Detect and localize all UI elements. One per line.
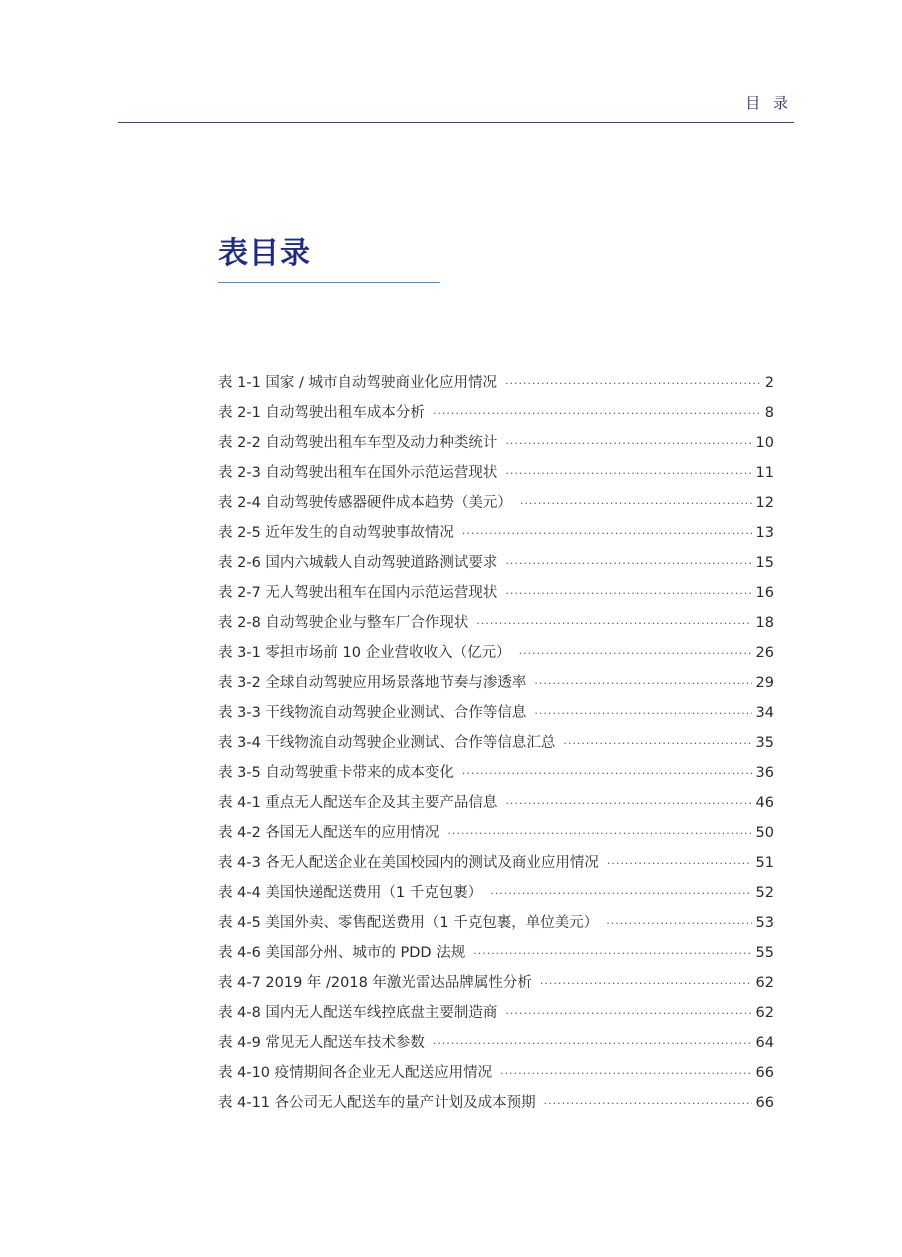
toc-dot-leader bbox=[534, 699, 751, 729]
toc-dot-leader bbox=[433, 399, 761, 429]
table-of-contents-list bbox=[218, 368, 774, 1118]
toc-dot-leader bbox=[505, 999, 751, 1029]
toc-dot-leader bbox=[447, 819, 751, 849]
toc-entry[interactable] bbox=[218, 998, 774, 1028]
toc-entry-page-number: 62 bbox=[755, 975, 774, 991]
toc-entry-title: 表 3-5 自动驾驶重卡带来的成本变化 bbox=[218, 765, 454, 781]
toc-entry[interactable] bbox=[218, 638, 774, 668]
toc-dot-leader bbox=[606, 909, 751, 939]
toc-dot-leader bbox=[505, 549, 751, 579]
toc-entry[interactable] bbox=[218, 368, 774, 398]
toc-entry-page-number: 34 bbox=[755, 705, 774, 721]
toc-dot-leader bbox=[607, 849, 752, 879]
toc-entry[interactable] bbox=[218, 728, 774, 758]
toc-dot-leader bbox=[462, 519, 752, 549]
toc-entry[interactable] bbox=[218, 758, 774, 788]
toc-dot-leader bbox=[544, 1089, 752, 1119]
toc-entry-title: 表 3-3 干线物流自动驾驶企业测试、合作等信息 bbox=[218, 705, 527, 721]
toc-entry[interactable] bbox=[218, 488, 774, 518]
toc-entry-page-number: 36 bbox=[755, 765, 774, 781]
toc-entry[interactable] bbox=[218, 818, 774, 848]
toc-dot-leader bbox=[505, 579, 751, 609]
toc-dot-leader bbox=[476, 609, 751, 639]
toc-entry-title: 表 3-1 零担市场前 10 企业营收收入（亿元） bbox=[218, 645, 511, 661]
toc-dot-leader bbox=[519, 639, 752, 669]
toc-dot-leader bbox=[462, 759, 752, 789]
toc-entry-page-number: 53 bbox=[755, 915, 774, 931]
toc-dot-leader bbox=[534, 669, 751, 699]
header-divider bbox=[118, 122, 794, 123]
toc-entry-page-number: 13 bbox=[755, 525, 774, 541]
toc-entry-page-number: 26 bbox=[755, 645, 774, 661]
toc-entry[interactable] bbox=[218, 578, 774, 608]
toc-dot-leader bbox=[500, 1059, 751, 1089]
toc-entry[interactable] bbox=[218, 548, 774, 578]
toc-dot-leader bbox=[505, 429, 751, 459]
toc-entry-page-number: 8 bbox=[764, 405, 774, 421]
toc-entry-title: 表 3-4 干线物流自动驾驶企业测试、合作等信息汇总 bbox=[218, 735, 556, 751]
toc-entry[interactable] bbox=[218, 968, 774, 998]
toc-dot-leader bbox=[563, 729, 751, 759]
toc-entry-title: 表 4-1 重点无人配送车企及其主要产品信息 bbox=[218, 795, 498, 811]
toc-entry-page-number: 62 bbox=[755, 1005, 774, 1021]
toc-entry[interactable] bbox=[218, 848, 774, 878]
toc-entry-title: 表 2-6 国内六城载人自动驾驶道路测试要求 bbox=[218, 555, 498, 571]
toc-entry-title: 表 2-3 自动驾驶出租车在国外示范运营现状 bbox=[218, 465, 498, 481]
toc-entry[interactable] bbox=[218, 608, 774, 638]
toc-entry-title: 表 4-9 常见无人配送车技术参数 bbox=[218, 1035, 425, 1051]
toc-entry-page-number: 50 bbox=[755, 825, 774, 841]
toc-entry[interactable] bbox=[218, 1058, 774, 1088]
toc-entry-title: 表 4-3 各无人配送企业在美国校园内的测试及商业应用情况 bbox=[218, 855, 599, 871]
toc-entry[interactable] bbox=[218, 878, 774, 908]
toc-dot-leader bbox=[490, 879, 751, 909]
toc-entry[interactable] bbox=[218, 698, 774, 728]
toc-entry-title: 表 1-1 国家 / 城市自动驾驶商业化应用情况 bbox=[218, 375, 498, 391]
toc-entry-title: 表 4-6 美国部分州、城市的 PDD 法规 bbox=[218, 945, 466, 961]
toc-entry-title: 表 2-8 自动驾驶企业与整车厂合作现状 bbox=[218, 615, 469, 631]
toc-entry-title: 表 4-11 各公司无人配送车的量产计划及成本预期 bbox=[218, 1095, 536, 1111]
toc-entry-title: 表 4-4 美国快递配送费用（1 千克包裹） bbox=[218, 885, 483, 901]
toc-dot-leader bbox=[433, 1029, 752, 1059]
toc-entry-title: 表 3-2 全球自动驾驶应用场景落地节奏与渗透率 bbox=[218, 675, 527, 691]
toc-entry-page-number: 64 bbox=[755, 1035, 774, 1051]
toc-entry-title: 表 4-8 国内无人配送车线控底盘主要制造商 bbox=[218, 1005, 498, 1021]
toc-entry[interactable] bbox=[218, 458, 774, 488]
toc-entry[interactable] bbox=[218, 1088, 774, 1118]
toc-dot-leader bbox=[505, 789, 751, 819]
toc-dot-leader bbox=[505, 459, 751, 489]
toc-entry[interactable] bbox=[218, 668, 774, 698]
toc-entry-title: 表 2-2 自动驾驶出租车车型及动力种类统计 bbox=[218, 435, 498, 451]
toc-entry-title: 表 4-5 美国外卖、零售配送费用（1 千克包裹，单位美元） bbox=[218, 915, 599, 931]
toc-entry[interactable] bbox=[218, 938, 774, 968]
toc-entry-page-number: 55 bbox=[755, 945, 774, 961]
running-header-title: 目 录 bbox=[745, 94, 792, 112]
title-underline bbox=[218, 282, 440, 283]
toc-entry[interactable] bbox=[218, 428, 774, 458]
toc-entry-title: 表 4-7 2019 年 /2018 年激光雷达品牌属性分析 bbox=[218, 975, 532, 991]
toc-entry-title: 表 2-5 近年发生的自动驾驶事故情况 bbox=[218, 525, 454, 541]
toc-entry[interactable] bbox=[218, 398, 774, 428]
toc-entry[interactable] bbox=[218, 788, 774, 818]
toc-entry-page-number: 66 bbox=[755, 1095, 774, 1111]
toc-entry-title: 表 2-4 自动驾驶传感器硬件成本趋势（美元） bbox=[218, 495, 512, 511]
toc-entry-page-number: 35 bbox=[755, 735, 774, 751]
toc-entry-page-number: 12 bbox=[755, 495, 774, 511]
toc-entry-page-number: 2 bbox=[764, 375, 774, 391]
toc-dot-leader bbox=[505, 369, 761, 399]
toc-entry-page-number: 18 bbox=[755, 615, 774, 631]
toc-entry-title: 表 2-7 无人驾驶出租车在国内示范运营现状 bbox=[218, 585, 498, 601]
toc-dot-leader bbox=[473, 939, 751, 969]
toc-entry-title: 表 4-2 各国无人配送车的应用情况 bbox=[218, 825, 440, 841]
page-title: 表目录 bbox=[218, 236, 311, 271]
toc-entry[interactable] bbox=[218, 518, 774, 548]
toc-entry-page-number: 15 bbox=[755, 555, 774, 571]
toc-entry-page-number: 66 bbox=[755, 1065, 774, 1081]
toc-dot-leader bbox=[520, 489, 752, 519]
toc-entry-page-number: 52 bbox=[755, 885, 774, 901]
toc-entry[interactable] bbox=[218, 908, 774, 938]
toc-dot-leader bbox=[540, 969, 752, 999]
toc-entry[interactable] bbox=[218, 1028, 774, 1058]
toc-entry-page-number: 11 bbox=[755, 465, 774, 481]
toc-entry-title: 表 4-10 疫情期间各企业无人配送应用情况 bbox=[218, 1065, 493, 1081]
toc-entry-page-number: 46 bbox=[755, 795, 774, 811]
toc-entry-page-number: 29 bbox=[755, 675, 774, 691]
toc-entry-page-number: 10 bbox=[755, 435, 774, 451]
toc-entry-page-number: 51 bbox=[755, 855, 774, 871]
toc-entry-title: 表 2-1 自动驾驶出租车成本分析 bbox=[218, 405, 425, 421]
toc-entry-page-number: 16 bbox=[755, 585, 774, 601]
